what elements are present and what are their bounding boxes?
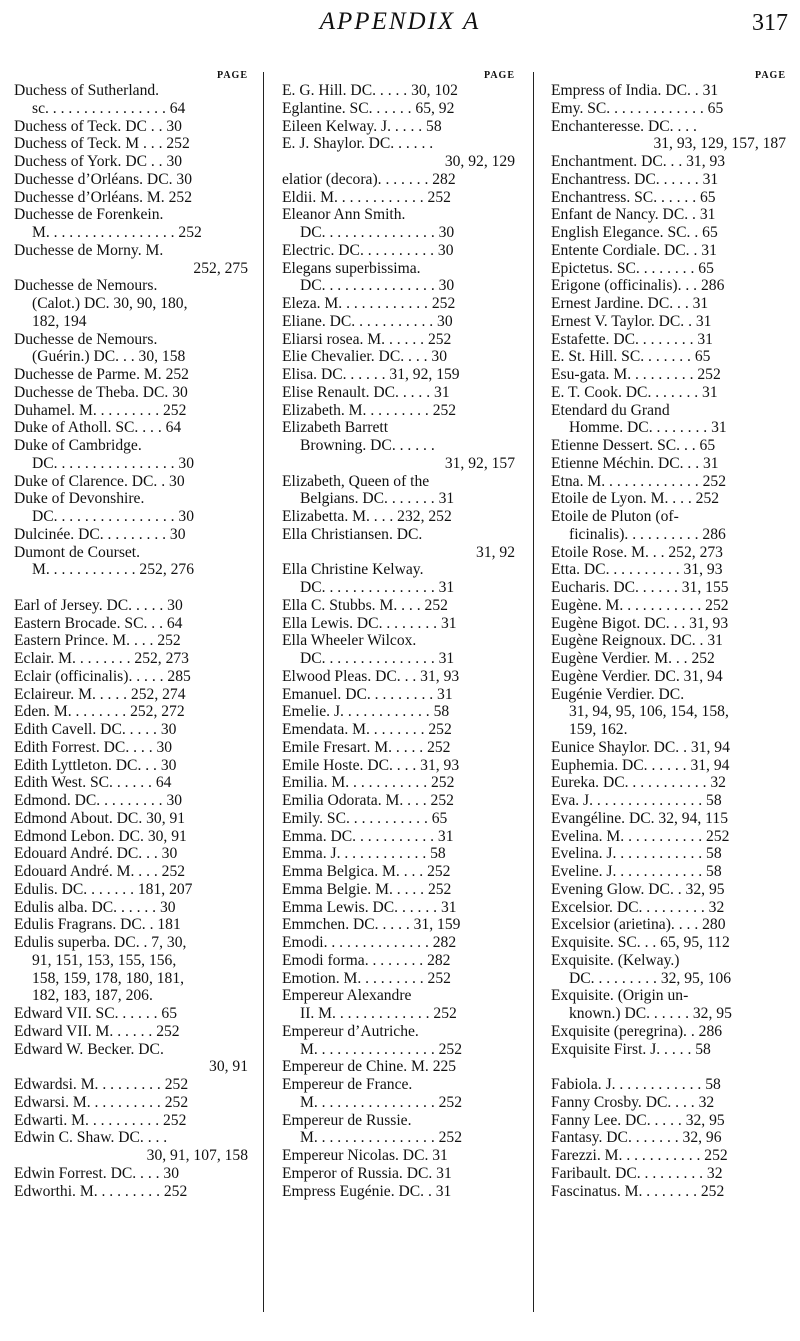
index-entry: 30, 91 bbox=[209, 1058, 248, 1076]
index-entry: Duchesse de Theba. DC. 30 bbox=[14, 383, 188, 401]
index-entry: Epictetus. SC. . . . . . . . 65 bbox=[551, 259, 714, 277]
index-entry: Elegans superbissima. bbox=[282, 259, 421, 277]
page-number: 317 bbox=[752, 10, 788, 36]
index-entry: Emmchen. DC. . . . . 31, 159 bbox=[282, 916, 461, 934]
index-entry: 30, 91, 107, 158 bbox=[146, 1147, 248, 1164]
index-entry: Emma Lewis. DC. . . . . . 31 bbox=[282, 898, 457, 916]
index-entry: Duke of Cambridge. bbox=[14, 437, 142, 454]
index-entry: Emodi forma. . . . . . . . 282 bbox=[282, 951, 451, 969]
index-entry: Eugène Reignoux. DC. . 31 bbox=[551, 632, 723, 650]
index-entry: E. J. Shaylor. DC. . . . . . bbox=[282, 135, 434, 153]
index-entry: Emendata. M. . . . . . . . 252 bbox=[282, 721, 452, 738]
index-entry: ficinalis). . . . . . . . . . 286 bbox=[569, 525, 726, 543]
index-entry: Empereur de France. bbox=[282, 1076, 413, 1093]
index-entry: DC. . . . . . . . . 32, 95, 106 bbox=[569, 969, 732, 987]
index-entry: Emperor of Russia. DC. 31 bbox=[282, 1164, 452, 1182]
index-entry: elatior (decora). . . . . . . 282 bbox=[282, 170, 456, 188]
index-entry: Exquisite. (Kelway.) bbox=[551, 951, 680, 969]
index-entry: Eunice Shaylor. DC. . 31, 94 bbox=[551, 738, 730, 756]
index-entry: (Calot.) DC. 30, 90, 180, bbox=[32, 295, 188, 312]
index-entry: Eliarsi rosea. M. . . . . . 252 bbox=[282, 330, 452, 348]
index-entry: Ella Christiansen. DC. bbox=[282, 525, 423, 543]
index-entry: Eugène Verdier. M. . . 252 bbox=[551, 650, 715, 667]
index-entry: Etoile de Lyon. M. . . . 252 bbox=[551, 490, 720, 508]
index-entry: Duhamel. M. . . . . . . . . 252 bbox=[14, 401, 187, 419]
index-entry: Edith West. SC. . . . . . 64 bbox=[14, 774, 172, 792]
index-entry: DC. . . . . . . . . . . . . . . 31 bbox=[300, 650, 455, 667]
index-entry: Eleanor Ann Smith. bbox=[282, 206, 406, 224]
index-entry: DC. . . . . . . . . . . . . . . . 30 bbox=[32, 508, 195, 525]
section-gap bbox=[14, 579, 248, 597]
index-entry: Emily. SC. . . . . . . . . . . 65 bbox=[282, 809, 448, 827]
index-entry: Empereur d’Autriche. bbox=[282, 1022, 419, 1040]
index-column-2 bbox=[282, 70, 515, 1200]
index-entry: Evelina. J. . . . . . . . . . . . 58 bbox=[551, 845, 722, 863]
index-entry: 159, 162. bbox=[569, 721, 628, 738]
index-entry: Ella C. Stubbs. M. . . . 252 bbox=[282, 596, 448, 614]
index-entry: Duchesse de Nemours. bbox=[14, 330, 158, 348]
index-entry: Elizabeth. M. . . . . . . . . 252 bbox=[282, 401, 457, 419]
index-entry: Edulis. DC. . . . . . . 181, 207 bbox=[14, 880, 193, 898]
index-entry: DC. . . . . . . . . . . . . . . 31 bbox=[300, 579, 455, 596]
index-entry: Edmond About. DC. 30, 91 bbox=[14, 809, 186, 827]
index-entry: Eclair. M. . . . . . . . 252, 273 bbox=[14, 650, 189, 667]
index-entry: E. T. Cook. DC. . . . . . . 31 bbox=[551, 383, 718, 401]
section-gap bbox=[551, 1058, 786, 1076]
index-entry: 252, 275 bbox=[193, 259, 248, 277]
index-entry: Fanny Lee. DC. . . . . 32, 95 bbox=[551, 1111, 725, 1129]
index-entry: M. . . . . . . . . . . . . . . . 252 bbox=[300, 1129, 463, 1147]
index-entry: E. G. Hill. DC. . . . . 30, 102 bbox=[282, 82, 458, 99]
index-entry: Exquisite. (Origin un- bbox=[551, 987, 689, 1005]
index-entry: Excelsior. DC. . . . . . . . . 32 bbox=[551, 898, 725, 916]
index-entry: Etta. DC. . . . . . . . . . 31, 93 bbox=[551, 561, 723, 579]
index-entry: Eldii. M. . . . . . . . . . . . 252 bbox=[282, 188, 451, 206]
index-column-3 bbox=[551, 70, 786, 1200]
index-entry: Duchesse de Morny. M. bbox=[14, 241, 164, 259]
index-entry: Evening Glow. DC. . 32, 95 bbox=[551, 880, 725, 898]
index-entry: Ernest Jardine. DC. . . 31 bbox=[551, 295, 709, 312]
index-entry: Exquisite First. J. . . . . 58 bbox=[551, 1040, 711, 1058]
index-entry: English Elegance. SC. . 65 bbox=[551, 224, 718, 241]
index-entry: II. M. . . . . . . . . . . . . 252 bbox=[300, 1005, 457, 1022]
index-entry: 158, 159, 178, 180, 181, bbox=[32, 969, 185, 987]
index-entry: Elwood Pleas. DC. . . 31, 93 bbox=[282, 667, 460, 685]
index-entry: Eastern Brocade. SC. . . 64 bbox=[14, 614, 183, 632]
index-entry: Duchess of York. DC . . 30 bbox=[14, 153, 183, 170]
index-entry: M. . . . . . . . . . . . . . . . . 252 bbox=[32, 224, 202, 241]
index-entry: Dulcinée. DC. . . . . . . . . 30 bbox=[14, 525, 186, 543]
index-entry: Emilia Odorata. M. . . . 252 bbox=[282, 792, 454, 809]
index-entry: Ella Lewis. DC. . . . . . . . 31 bbox=[282, 614, 457, 632]
index-entry: Eugène Bigot. DC. . . 31, 93 bbox=[551, 614, 729, 632]
index-entry: Fabiola. J. . . . . . . . . . . . 58 bbox=[551, 1076, 721, 1093]
index-entry: Empereur Alexandre bbox=[282, 987, 412, 1005]
index-entry: Evangéline. DC. 32, 94, 115 bbox=[551, 809, 728, 827]
index-entry: Emma. DC. . . . . . . . . . . 31 bbox=[282, 827, 454, 845]
index-entry: (Guérin.) DC. . . 30, 158 bbox=[32, 348, 186, 366]
index-entry: Elisa. DC. . . . . . 31, 92, 159 bbox=[282, 366, 460, 383]
column-divider bbox=[533, 72, 534, 1312]
index-entry: Eureka. DC. . . . . . . . . . . 32 bbox=[551, 774, 726, 792]
index-entry: Edouard André. DC. . . 30 bbox=[14, 845, 178, 863]
index-entry: M. . . . . . . . . . . . . . . . 252 bbox=[300, 1040, 463, 1058]
index-entry: Edith Forrest. DC. . . . 30 bbox=[14, 738, 173, 756]
index-entry: Emotion. M. . . . . . . . . 252 bbox=[282, 969, 451, 987]
index-entry: Edwarti. M. . . . . . . . . . 252 bbox=[14, 1111, 187, 1129]
index-entry: Edulis superba. DC. . 7, 30, bbox=[14, 934, 187, 951]
index-entry: known.) DC. . . . . . 32, 95 bbox=[569, 1005, 732, 1022]
index-entry: Empereur Nicolas. DC. 31 bbox=[282, 1147, 448, 1164]
index-entry: Edward VII. M. . . . . . 252 bbox=[14, 1022, 180, 1040]
index-entry: Exquisite (peregrina). . 286 bbox=[551, 1022, 723, 1040]
index-entry: Eugénie Verdier. DC. bbox=[551, 685, 685, 703]
index-entry: Fascinatus. M. . . . . . . . 252 bbox=[551, 1182, 725, 1200]
index-entry: Eugène. M. . . . . . . . . . . 252 bbox=[551, 596, 729, 614]
index-entry: E. St. Hill. SC. . . . . . . 65 bbox=[551, 348, 711, 366]
index-entry: Ella Wheeler Wilcox. bbox=[282, 632, 417, 650]
index-entry: Fantasy. DC. . . . . . . 32, 96 bbox=[551, 1129, 722, 1147]
index-entry: Etienne Dessert. SC. . . 65 bbox=[551, 437, 716, 454]
index-entry: Duchesse de Nemours. bbox=[14, 277, 158, 295]
index-entry: Edulis Fragrans. DC. . 181 bbox=[14, 916, 181, 934]
index-entry: Emile Fresart. M. . . . . 252 bbox=[282, 738, 451, 756]
index-entry: Edulis alba. DC. . . . . . 30 bbox=[14, 898, 176, 916]
index-entry: Estafette. DC. . . . . . . . 31 bbox=[551, 330, 713, 348]
index-entry: Electric. DC. . . . . . . . . . 30 bbox=[282, 241, 454, 259]
index-entry: Exquisite. SC. . . 65, 95, 112 bbox=[551, 934, 730, 951]
index-entry: Edith Lyttleton. DC. . . 30 bbox=[14, 756, 177, 774]
index-entry: Emma Belgie. M. . . . . 252 bbox=[282, 880, 452, 898]
index-entry: Edwarsi. M. . . . . . . . . . 252 bbox=[14, 1093, 189, 1111]
index-entry: DC. . . . . . . . . . . . . . . 30 bbox=[300, 224, 455, 241]
index-entry: Ernest V. Taylor. DC. . 31 bbox=[551, 312, 712, 330]
page-header bbox=[0, 8, 800, 42]
index-entry: Etna. M. . . . . . . . . . . . . 252 bbox=[551, 472, 726, 490]
index-entry: Emma. J. . . . . . . . . . . . 58 bbox=[282, 845, 446, 863]
index-entry: Eveline. J. . . . . . . . . . . . 58 bbox=[551, 863, 722, 880]
index-entry: Excelsior (arietina). . . . 280 bbox=[551, 916, 726, 934]
index-entry: Enchantress. DC. . . . . . 31 bbox=[551, 170, 719, 188]
index-entry: Fanny Crosby. DC. . . . 32 bbox=[551, 1093, 715, 1111]
index-entry: Edith Cavell. DC. . . . . 30 bbox=[14, 721, 177, 738]
index-entry: Enchanteresse. DC. . . . bbox=[551, 117, 697, 135]
index-entry: Duchess of Sutherland. bbox=[14, 82, 160, 99]
index-entry: Eileen Kelway. J. . . . . 58 bbox=[282, 117, 442, 135]
index-entry: Etendard du Grand bbox=[551, 401, 670, 419]
index-entry: 31, 93, 129, 157, 187 bbox=[653, 135, 786, 153]
column-page-heading: PAGE bbox=[483, 70, 515, 81]
index-entry: DC. . . . . . . . . . . . . . . 30 bbox=[300, 277, 455, 295]
index-entry: Edwardsi. M. . . . . . . . . 252 bbox=[14, 1076, 189, 1093]
index-entry: Empereur de Chine. M. 225 bbox=[282, 1058, 457, 1076]
index-entry: Enchantment. DC. . . 31, 93 bbox=[551, 153, 726, 170]
index-entry: Empress of India. DC. . 31 bbox=[551, 82, 719, 99]
index-entry: Emelie. J. . . . . . . . . . . . 58 bbox=[282, 703, 450, 721]
index-entry: Edward W. Becker. DC. bbox=[14, 1040, 164, 1058]
page-title: APPENDIX A bbox=[319, 8, 481, 35]
index-entry: Edward VII. SC. . . . . . 65 bbox=[14, 1005, 178, 1022]
index-entry: Edmond. DC. . . . . . . . . 30 bbox=[14, 792, 183, 809]
index-entry: DC. . . . . . . . . . . . . . . . 30 bbox=[32, 454, 195, 472]
index-entry: Eclair (officinalis). . . . . 285 bbox=[14, 667, 191, 685]
index-entry: Duchesse d’Orléans. DC. 30 bbox=[14, 170, 192, 188]
index-entry: Euphemia. DC. . . . . . 31, 94 bbox=[551, 756, 730, 774]
index-entry: Duchesse de Forenkein. bbox=[14, 206, 164, 224]
index-entry: Duchess of Teck. M . . . 252 bbox=[14, 135, 190, 153]
index-entry: Etienne Méchin. DC. . . 31 bbox=[551, 454, 719, 472]
index-entry: Emma Belgica. M. . . . 252 bbox=[282, 863, 451, 880]
index-entry: Emanuel. DC. . . . . . . . . 31 bbox=[282, 685, 453, 703]
index-entry: Empress Eugénie. DC. . 31 bbox=[282, 1182, 452, 1200]
index-entry: Browning. DC. . . . . . bbox=[300, 437, 435, 454]
index-entry: Emile Hoste. DC. . . . 31, 93 bbox=[282, 756, 460, 774]
index-entry: Elizabetta. M. . . . 232, 252 bbox=[282, 508, 452, 525]
column-divider bbox=[263, 72, 264, 1312]
index-entry: Entente Cordiale. DC. . 31 bbox=[551, 241, 717, 259]
index-entry: M. . . . . . . . . . . . 252, 276 bbox=[32, 561, 195, 579]
index-entry: Eglantine. SC. . . . . . 65, 92 bbox=[282, 99, 455, 117]
index-entry: M. . . . . . . . . . . . . . . . 252 bbox=[300, 1093, 463, 1111]
index-entry: Duchesse d’Orléans. M. 252 bbox=[14, 188, 192, 206]
index-entry: Emy. SC. . . . . . . . . . . . . 65 bbox=[551, 99, 724, 117]
index-entry: Evelina. M. . . . . . . . . . . 252 bbox=[551, 827, 730, 845]
index-entry: Eleza. M. . . . . . . . . . . . 252 bbox=[282, 295, 456, 312]
index-entry: Emodi. . . . . . . . . . . . . . 282 bbox=[282, 934, 457, 951]
index-entry: Farezzi. M. . . . . . . . . . . 252 bbox=[551, 1147, 728, 1164]
index-entry: 31, 94, 95, 106, 154, 158, bbox=[569, 703, 729, 721]
index-entry: Edwin C. Shaw. DC. . . . bbox=[14, 1129, 168, 1147]
index-entry: Elizabeth, Queen of the bbox=[282, 472, 430, 490]
index-entry: Eastern Prince. M. . . . 252 bbox=[14, 632, 181, 650]
index-entry: sc. . . . . . . . . . . . . . . . 64 bbox=[32, 99, 186, 117]
index-entry: Duke of Atholl. SC. . . . 64 bbox=[14, 419, 182, 437]
index-entry: Belgians. DC. . . . . . . 31 bbox=[300, 490, 455, 508]
index-entry: Edmond Lebon. DC. 30, 91 bbox=[14, 827, 187, 845]
index-entry: Eucharis. DC. . . . . . 31, 155 bbox=[551, 579, 729, 596]
index-entry: 182, 183, 187, 206. bbox=[32, 987, 153, 1005]
index-entry: Homme. DC. . . . . . . . 31 bbox=[569, 419, 727, 437]
index-entry: Duchesse de Parme. M. 252 bbox=[14, 366, 189, 383]
index-entry: Etoile de Pluton (of- bbox=[551, 508, 679, 525]
index-entry: 91, 151, 153, 155, 156, bbox=[32, 951, 177, 969]
index-entry: Edwin Forrest. DC. . . . 30 bbox=[14, 1164, 180, 1182]
index-entry: 31, 92 bbox=[476, 543, 515, 561]
index-entry: Elizabeth Barrett bbox=[282, 419, 389, 437]
index-entry: Elie Chevalier. DC. . . . 30 bbox=[282, 348, 448, 366]
index-entry: Empereur de Russie. bbox=[282, 1111, 412, 1129]
index-entry: Etoile Rose. M. . . 252, 273 bbox=[551, 543, 723, 561]
index-entry: Eugène Verdier. DC. 31, 94 bbox=[551, 667, 723, 685]
index-entry: Eva. J. . . . . . . . . . . . . . . 58 bbox=[551, 792, 722, 809]
index-entry: Enchantress. SC. . . . . . 65 bbox=[551, 188, 716, 206]
index-entry: Erigone (officinalis). . . 286 bbox=[551, 277, 725, 295]
index-entry: Ella Christine Kelway. bbox=[282, 561, 424, 579]
index-entry: Eclaireur. M. . . . . 252, 274 bbox=[14, 685, 186, 703]
index-entry: Edouard André. M. . . . 252 bbox=[14, 863, 186, 880]
index-entry: Eliane. DC. . . . . . . . . . . 30 bbox=[282, 312, 453, 330]
index-entry: Emilia. M. . . . . . . . . . . 252 bbox=[282, 774, 455, 792]
index-entry: Faribault. DC. . . . . . . . . 32 bbox=[551, 1164, 723, 1182]
index-entry: 182, 194 bbox=[32, 312, 87, 330]
index-entry: Esu-gata. M. . . . . . . . . 252 bbox=[551, 366, 721, 383]
column-page-heading: PAGE bbox=[754, 70, 786, 81]
index-entry: Dumont de Courset. bbox=[14, 543, 141, 561]
index-entry: Edworthi. M. . . . . . . . . 252 bbox=[14, 1182, 188, 1200]
index-entry: 30, 92, 129 bbox=[444, 153, 515, 170]
index-entry: Elise Renault. DC. . . . . 31 bbox=[282, 383, 450, 401]
index-entry: Duke of Clarence. DC. . 30 bbox=[14, 472, 185, 490]
index-column-1 bbox=[14, 70, 248, 1200]
index-entry: 31, 92, 157 bbox=[444, 454, 515, 472]
index-entry: Duchess of Teck. DC . . 30 bbox=[14, 117, 182, 135]
index-entry: Earl of Jersey. DC. . . . . 30 bbox=[14, 596, 183, 614]
column-page-heading: PAGE bbox=[216, 70, 248, 81]
index-entry: Enfant de Nancy. DC. . 31 bbox=[551, 206, 716, 224]
index-entry: Duke of Devonshire. bbox=[14, 490, 145, 508]
index-entry: Eden. M. . . . . . . . 252, 272 bbox=[14, 703, 185, 721]
